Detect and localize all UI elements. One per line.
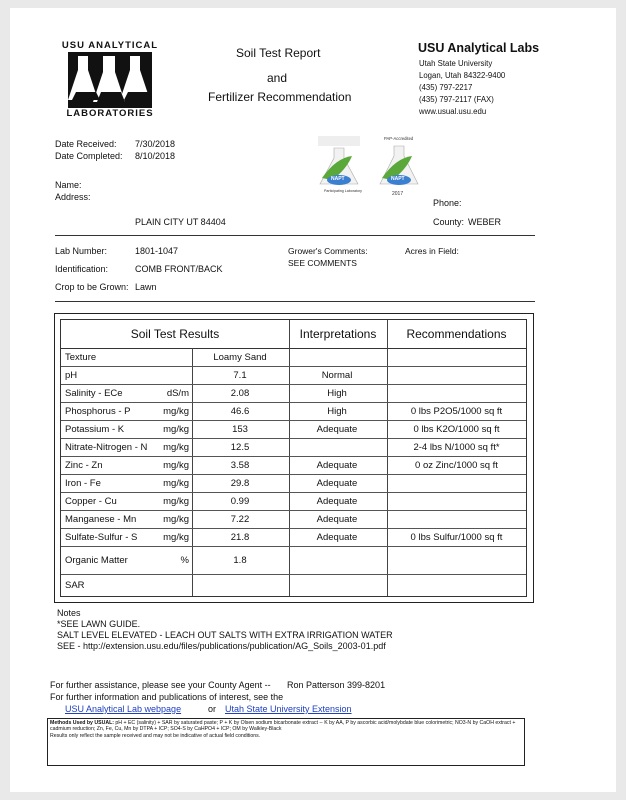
pap-napt-label: NAPT bbox=[391, 176, 405, 182]
city-value: PLAIN CITY UT 84404 bbox=[135, 217, 226, 227]
analyte-name: Nitrate-Nitrogen - N bbox=[65, 441, 148, 453]
logo-top-text: USU ANALYTICAL bbox=[61, 40, 159, 51]
phone-label: Phone: bbox=[433, 198, 462, 208]
analyte-name: Iron - Fe bbox=[65, 477, 101, 489]
date-completed-value: 8/10/2018 bbox=[135, 151, 176, 161]
analyte-unit: mg/kg bbox=[163, 459, 189, 471]
notes-label: Notes bbox=[57, 608, 81, 618]
date-completed-label: Date Completed: bbox=[55, 151, 123, 161]
recommendation: 0 oz Zinc/1000 sq ft bbox=[415, 459, 498, 471]
analyte-name: SAR bbox=[65, 579, 85, 591]
row-divider bbox=[61, 456, 526, 457]
report-page bbox=[10, 8, 616, 792]
methods-label: Methods Used by USUAL: bbox=[50, 720, 114, 726]
analyte-value: 21.8 bbox=[230, 531, 250, 543]
analyte-unit: mg/kg bbox=[163, 405, 189, 417]
note-line: SEE - http://extension.usu.edu/files/publications/publication/AG_Soils_2003-01.pdf bbox=[57, 641, 386, 651]
divider bbox=[55, 235, 535, 236]
analyte-value: 29.8 bbox=[230, 477, 250, 489]
analyte-name: Manganese - Mn bbox=[65, 513, 137, 525]
interpretation: Adequate bbox=[316, 495, 358, 507]
row-divider bbox=[61, 528, 526, 529]
analyte-value: 2.08 bbox=[230, 387, 250, 399]
interpretation: Adequate bbox=[316, 423, 358, 435]
interpretation: Adequate bbox=[316, 459, 358, 471]
org-address: Logan, Utah 84322-9400 bbox=[419, 71, 506, 80]
interpretation: Adequate bbox=[316, 531, 358, 543]
disclaimer-text: Results only reflect the sample received and may not be indicative of actual field conditions. bbox=[50, 732, 261, 739]
table-row bbox=[61, 402, 526, 420]
row-divider bbox=[61, 438, 526, 439]
flask-logo-icon bbox=[68, 52, 152, 108]
recommendation: 0 lbs Sulfur/1000 sq ft bbox=[410, 531, 503, 543]
analyte-name: Phosphorus - P bbox=[65, 405, 131, 417]
interpretation: High bbox=[327, 405, 347, 417]
report-title-line3: Fertilizer Recommendation bbox=[208, 90, 352, 104]
pap-title: PAP-Accredited bbox=[384, 136, 414, 141]
analyte-unit: % bbox=[180, 554, 189, 566]
analyte-value: Loamy Sand bbox=[213, 351, 267, 363]
table-row bbox=[61, 384, 526, 402]
table-row bbox=[61, 546, 526, 574]
analyte-unit: mg/kg bbox=[163, 495, 189, 507]
address-label: Address: bbox=[55, 192, 91, 202]
identification-label: Identification: bbox=[55, 264, 109, 274]
row-divider bbox=[61, 402, 526, 403]
table-row bbox=[61, 348, 526, 366]
growers-comments-label: Grower's Comments: bbox=[288, 246, 368, 256]
row-divider bbox=[61, 384, 526, 385]
napt-label: NAPT bbox=[331, 176, 345, 182]
assistance-text: For further assistance, please see your County Agent -- bbox=[50, 680, 271, 690]
analyte-name: Copper - Cu bbox=[65, 495, 117, 507]
pap-accredited-badge bbox=[372, 134, 426, 200]
usu-analytical-lab-link[interactable]: USU Analytical Lab webpage bbox=[65, 704, 182, 714]
interpretation: Adequate bbox=[316, 513, 358, 525]
analyte-name: Organic Matter bbox=[65, 554, 128, 566]
analyte-unit: mg/kg bbox=[163, 423, 189, 435]
logo-bottom-text: LABORATORIES bbox=[66, 108, 154, 119]
analyte-unit: mg/kg bbox=[163, 477, 189, 489]
row-divider bbox=[61, 546, 526, 547]
info-text: For further information and publications of interest, see the bbox=[50, 692, 284, 702]
or-text: or bbox=[208, 704, 217, 714]
recommendation: 0 lbs P2O5/1000 sq ft bbox=[410, 405, 503, 417]
methods-text: pH + EC (salinity) + SAR by saturated paste; P + K by Olsen sodium bicarbonate extract -- K by AA, P by ascorbic acid/molybdate blue colorimetric; NO3-N by CaOH extract + cadmium reduction; Zn, Fe, Cu, Mn by DTPA + ICP; SO4-S by CaHPO4 + ICP; OM by Walkley-Black bbox=[50, 720, 516, 733]
soil-test-table bbox=[54, 313, 534, 603]
methods-box bbox=[47, 718, 525, 766]
date-received-label: Date Received: bbox=[55, 139, 117, 149]
report-title-line2: and bbox=[267, 71, 288, 85]
analyte-unit: dS/m bbox=[166, 387, 189, 399]
table-row bbox=[61, 420, 526, 438]
county-agent: Ron Patterson 399-8201 bbox=[287, 680, 386, 690]
table-row bbox=[61, 474, 526, 492]
table-row bbox=[61, 366, 526, 384]
analyte-value: 46.6 bbox=[230, 405, 250, 417]
crop-value: Lawn bbox=[135, 282, 157, 292]
recommendation: 2-4 lbs N/1000 sq ft* bbox=[413, 441, 500, 453]
table-row bbox=[61, 574, 526, 596]
pap-year: 2017 bbox=[392, 191, 404, 197]
analyte-name: Sulfate-Sulfur - S bbox=[65, 531, 138, 543]
analyte-value: 0.99 bbox=[230, 495, 250, 507]
county-value: WEBER bbox=[468, 217, 502, 227]
row-divider bbox=[61, 366, 526, 367]
row-divider bbox=[61, 492, 526, 493]
interpretation: Normal bbox=[321, 369, 353, 381]
row-divider bbox=[61, 510, 526, 511]
note-line: SALT LEVEL ELEVATED - LEACH OUT SALTS WITH EXTRA IRRIGATION WATER bbox=[57, 630, 393, 640]
header-soil-test-results: Soil Test Results bbox=[130, 327, 220, 341]
usu-extension-link[interactable]: Utah State University Extension bbox=[225, 704, 352, 714]
analyte-unit: mg/kg bbox=[163, 531, 189, 543]
table-row bbox=[61, 492, 526, 510]
analyte-value: 153 bbox=[232, 423, 248, 435]
interpretation: Adequate bbox=[316, 477, 358, 489]
note-line: *SEE LAWN GUIDE. bbox=[57, 619, 141, 629]
header-interpretations: Interpretations bbox=[299, 327, 377, 341]
analyte-value: 12.5 bbox=[230, 441, 250, 453]
row-divider bbox=[61, 574, 526, 575]
divider bbox=[55, 301, 535, 302]
analyte-value: 7.22 bbox=[230, 513, 250, 525]
analyte-unit: mg/kg bbox=[163, 441, 189, 453]
report-title-line1: Soil Test Report bbox=[236, 46, 321, 60]
analyte-value: 3.58 bbox=[230, 459, 250, 471]
table-row bbox=[61, 528, 526, 546]
table-row bbox=[61, 456, 526, 474]
county-label: County: bbox=[433, 217, 465, 227]
interpretation: High bbox=[327, 387, 347, 399]
analyte-name: Salinity - ECe bbox=[65, 387, 123, 399]
growers-comments-value: SEE COMMENTS bbox=[288, 258, 357, 268]
org-website: www.usual.usu.edu bbox=[419, 107, 487, 116]
table-row bbox=[61, 438, 526, 456]
recommendation: 0 lbs K2O/1000 sq ft bbox=[413, 423, 500, 435]
analyte-value: 1.8 bbox=[233, 554, 247, 566]
analyte-name: pH bbox=[65, 369, 78, 381]
org-university: Utah State University bbox=[419, 59, 493, 68]
header-recommendations: Recommendations bbox=[406, 327, 507, 341]
napt-participant-badge bbox=[312, 134, 366, 200]
lab-number-label: Lab Number: bbox=[55, 246, 108, 256]
analyte-name: Zinc - Zn bbox=[65, 459, 103, 471]
org-name: USU Analytical Labs bbox=[418, 41, 540, 55]
name-label: Name: bbox=[55, 180, 82, 190]
napt-caption: Participating Laboratory bbox=[324, 189, 362, 193]
row-divider bbox=[61, 420, 526, 421]
identification-value: COMB FRONT/BACK bbox=[135, 264, 223, 274]
date-received-value: 7/30/2018 bbox=[135, 139, 176, 149]
usu-analytical-logo bbox=[60, 40, 160, 118]
analyte-name: Texture bbox=[65, 351, 97, 363]
crop-label: Crop to be Grown: bbox=[55, 282, 129, 292]
soil-test-table-inner bbox=[60, 319, 527, 597]
lab-number-value: 1801-1047 bbox=[135, 246, 179, 256]
acres-label: Acres in Field: bbox=[405, 246, 459, 256]
org-phone: (435) 797-2217 bbox=[419, 83, 473, 92]
analyte-name: Potassium - K bbox=[65, 423, 125, 435]
analyte-value: 7.1 bbox=[233, 369, 247, 381]
org-fax: (435) 797-2117 (FAX) bbox=[419, 95, 494, 104]
analyte-unit: mg/kg bbox=[163, 513, 189, 525]
row-divider bbox=[61, 474, 526, 475]
table-row bbox=[61, 510, 526, 528]
